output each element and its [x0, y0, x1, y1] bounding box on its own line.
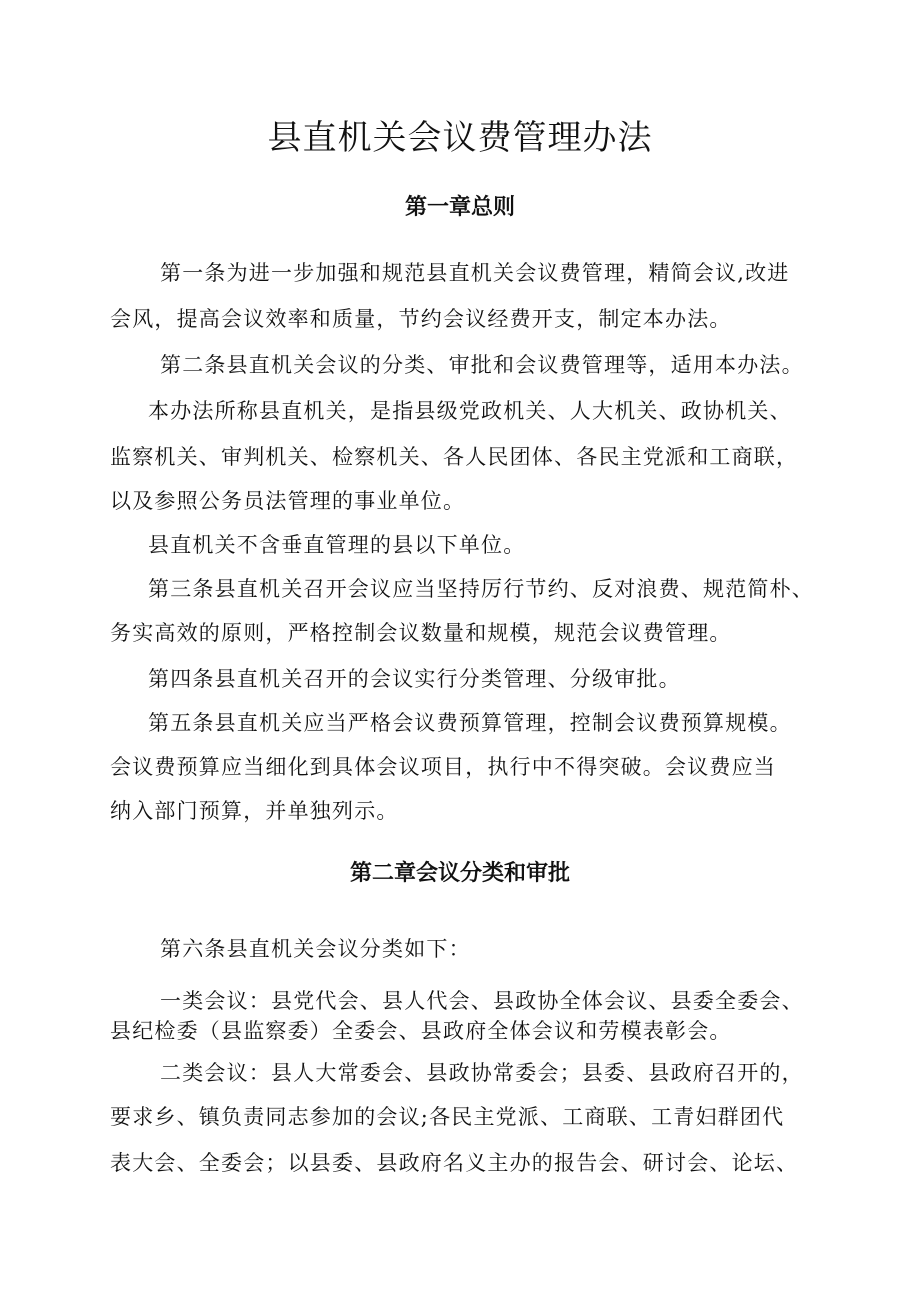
paragraph-line: 县直机关不含垂直管理的县以下单位。: [148, 533, 526, 557]
paragraph-line: 务实高效的原则，严格控制会议数量和规模，规范会议费管理。: [110, 621, 732, 645]
paragraph-line: 监察机关、审判机关、检察机关、各人民团体、各民主党派和工商联，: [110, 445, 799, 469]
paragraph-line: 表大会、全委会；以县委、县政府名义主办的报告会、研讨会、论坛、: [110, 1151, 799, 1175]
paragraph-line: 第一条为进一步加强和规范县直机关会议费管理，精简会议,改进: [160, 261, 790, 285]
paragraph-line: 以及参照公务员法管理的事业单位。: [110, 489, 466, 513]
paragraph-line: 纳入部门预算，并单独列示。: [110, 799, 399, 823]
paragraph-line: 第二条县直机关会议的分类、审批和会议费管理等，适用本办法。: [160, 353, 804, 377]
paragraph-line: 县纪检委（县监察委）全委会、县政府全体会议和劳模表彰会。: [110, 1019, 732, 1043]
paragraph-line: 要求乡、镇负责同志参加的会议;各民主党派、工商联、工青妇群团代: [110, 1105, 785, 1129]
paragraph-line: 第三条县直机关召开会议应当坚持厉行节约、反对浪费、规范简朴、: [148, 577, 814, 601]
paragraph-line: 会议费预算应当细化到具体会议项目，执行中不得突破。会议费应当: [110, 755, 776, 779]
paragraph-line: 会风，提高会议效率和质量，节约会议经费开支，制定本办法。: [110, 307, 732, 331]
paragraph-line: 一类会议：县党代会、县人代会、县政协全体会议、县委全委会、: [160, 989, 804, 1013]
chapter-heading: 第二章会议分类和审批: [349, 861, 570, 886]
paragraph-line: 二类会议：县人大常委会、县政协常委会；县委、县政府召开的，: [160, 1061, 804, 1085]
paragraph-line: 第五条县直机关应当严格会议费预算管理，控制会议费预算规模。: [148, 711, 792, 735]
document-title: 县直机关会议费管理办法: [267, 118, 653, 158]
paragraph-line: 第四条县直机关召开的会议实行分类管理、分级审批。: [148, 667, 681, 691]
paragraph-line: 本办法所称县直机关，是指县级党政机关、人大机关、政协机关、: [148, 399, 792, 423]
paragraph-line: 第六条县直机关会议分类如下：: [160, 937, 471, 961]
chapter-heading: 第一章总则: [404, 195, 515, 220]
